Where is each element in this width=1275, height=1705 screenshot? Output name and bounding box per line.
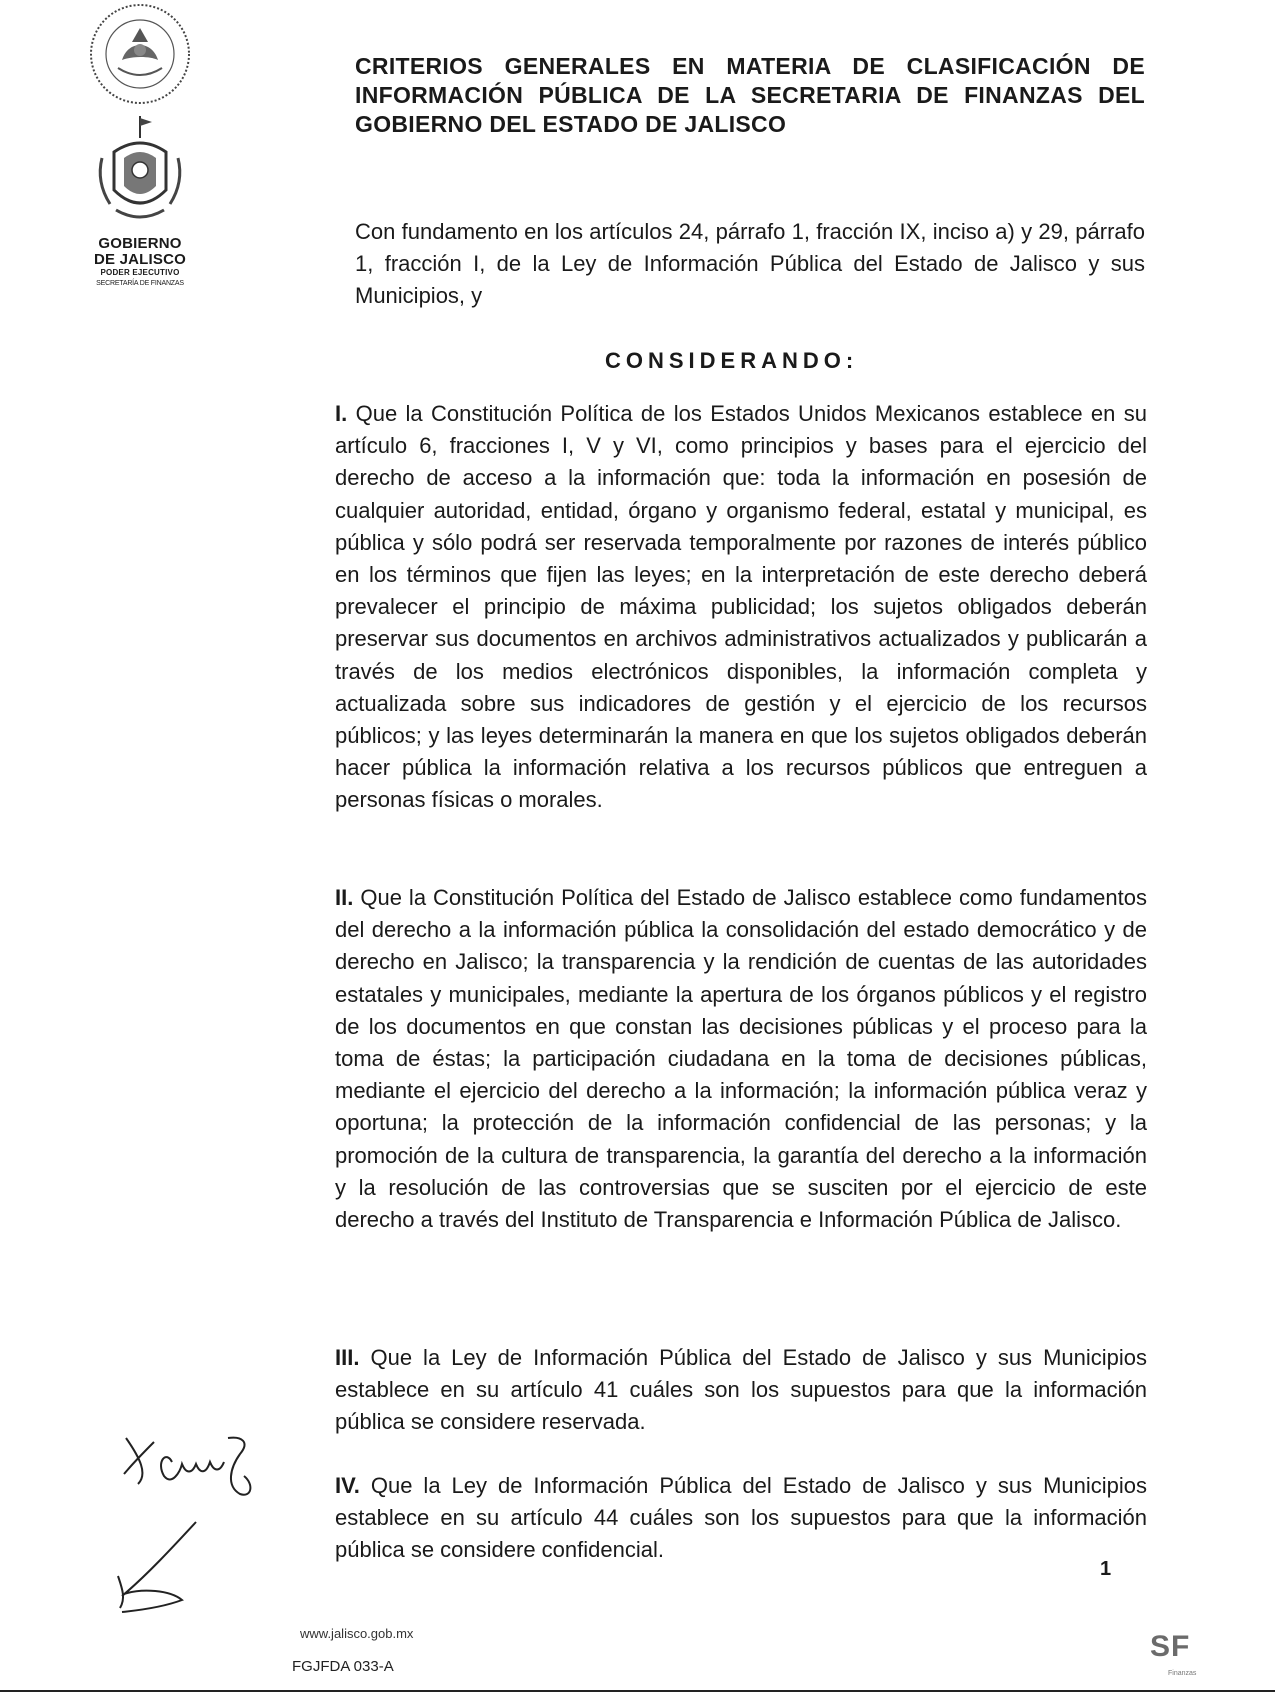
section-heading: CONSIDERANDO: bbox=[605, 348, 859, 373]
paragraph-number: III. bbox=[335, 1345, 360, 1370]
paragraph-number: IV. bbox=[335, 1473, 360, 1498]
handwritten-signature bbox=[112, 1518, 202, 1614]
footer-url: www.jalisco.gob.mx bbox=[300, 1626, 414, 1641]
paragraph-text: Que la Constitución Política del Estado de Jalisco establece como fundamentos del derecho a la información pública la consolidación del estado democrático y de derecho en Jalisco; la transparencia y la rendición de cuentas de las autoridades estatales y municipales, mediante la apertura de los órganos públicos y el registro de los documentos en que constan las decisiones públicas y el proceso para la toma de éstas; la participación ciudadana en la toma de decisiones públicas, mediante el ejercicio del derecho a la información; la información pública veraz y oportuna; la protección de la información confidencial de las personas; y la promoción de la cultura de transparencia, la garantía del derecho a la información y la resolución de las controversias que se susciten por el ejercicio de este derecho a través del Instituto de Transparencia e Información Pública de Jalisco. bbox=[335, 885, 1147, 1233]
jalisco-crest-icon bbox=[94, 112, 186, 230]
considerando-paragraph-4 bbox=[335, 1470, 1147, 1567]
paragraph-text: Que la Ley de Información Pública del Estado de Jalisco y sus Municipios establece en su artículo 44 cuáles son los supuestos para que la información pública se considere confidencial. bbox=[335, 1473, 1147, 1563]
gov-office: SECRETARÍA DE FINANZAS bbox=[96, 280, 184, 287]
considerando-paragraph-1 bbox=[335, 398, 1147, 817]
handwritten-initials bbox=[120, 1428, 260, 1500]
footer-divider bbox=[0, 1690, 1275, 1692]
paragraph-text: Que la Constitución Política de los Estados Unidos Mexicanos establece en su artículo 6, fracciones I, V y VI, como principios y bases para el ejercicio del derecho de acceso a la información que: toda la información en posesión de cualquier autoridad, entidad, órgano y organismo federal, estatal y municipal, es pública y sólo podrá ser reservada temporalmente por razones de interés público en los términos que fijen las leyes; en la interpretación de este derecho deberá prevalecer el principio de máxima publicidad; los sujetos obligados deberán preservar sus documentos en archivos administrativos actualizados y publicarán a través de los medios electrónicos disponibles, la información completa y actualizada sobre sus indicadores de gestión y el ejercicio de los recursos públicos; y las leyes determinarán la manera en que los sujetos obligados deberán hacer pública la información relativa a los recursos públicos que entreguen a personas físicas o morales. bbox=[335, 401, 1147, 813]
paragraph-text: Que la Ley de Información Pública del Estado de Jalisco y sus Municipios establece en su artículo 41 cuáles son los supuestos para que la información pública se considere reservada. bbox=[335, 1345, 1147, 1435]
footer-form-code: FGJFDA 033-A bbox=[292, 1658, 394, 1675]
intro-paragraph: Con fundamento en los artículos 24, párrafo 1, fracción IX, inciso a) y 29, párrafo 1, fracción I, de la Ley de Información Pública del Estado de Jalisco y sus Municipios, y bbox=[355, 219, 1145, 308]
considerando-paragraph-2 bbox=[335, 882, 1147, 1236]
gov-name-line2: DE JALISCO bbox=[93, 251, 186, 268]
paragraph-number: I. bbox=[335, 401, 348, 426]
paragraph-number: II. bbox=[335, 885, 354, 910]
page-number: 1 bbox=[1100, 1558, 1112, 1580]
gov-name-line1: GOBIERNO bbox=[98, 235, 182, 252]
national-seal-icon bbox=[88, 2, 192, 106]
government-name bbox=[80, 236, 200, 290]
sf-logo: SF bbox=[1150, 1630, 1191, 1663]
considerando-paragraph-3 bbox=[335, 1342, 1147, 1439]
sf-logo-subtitle: Finanzas bbox=[1168, 1670, 1197, 1677]
gov-branch: PODER EJECUTIVO bbox=[100, 268, 180, 277]
document-title: CRITERIOS GENERALES EN MATERIA DE CLASIFICACIÓN DE INFORMACIÓN PÚBLICA DE LA SECRETARIA DE FINANZAS DEL GOBIERNO DEL ESTADO DE JALISCO bbox=[355, 53, 1145, 137]
